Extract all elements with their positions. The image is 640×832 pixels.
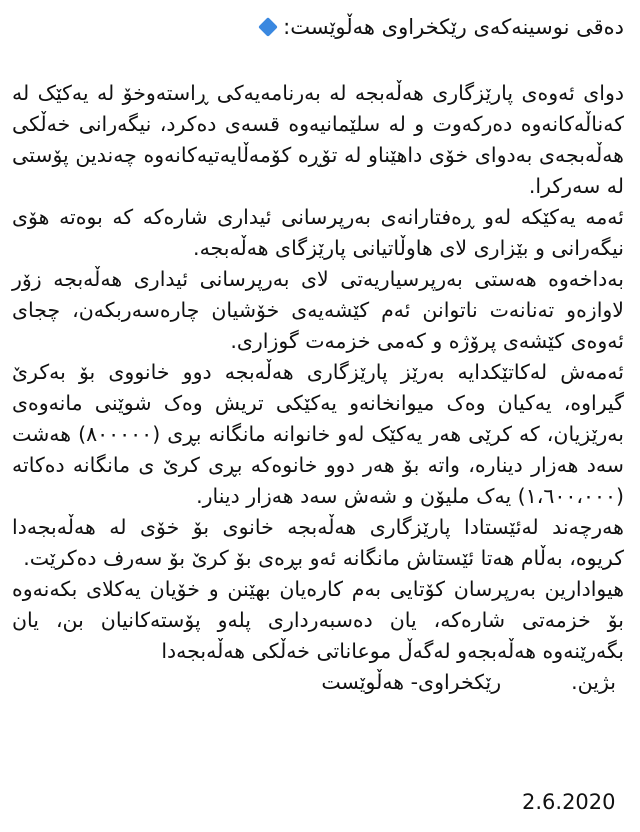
paragraph-3: بەداخەوە هەستی بەرپرسیاریەتی لای بەرپرسانی ئیداری هەڵەبجە زۆر لاوازەو تەنانەت ناتوانن ئەم کێشەیەی خۆشیان چارەسەربکەن، چجای ئەوەی کێشەی پرۆژە و کەمی خزمەت گوزاری. — [12, 267, 624, 353]
paragraph-4: ئەمەش لەکاتێکدایە بەرێز پارێزگاری هەڵەبجە دوو خانووی بۆ بەکرێ گیراوە، یەکیان وەک میوانخانەو یەکێکی تریش وەک شوێنی مانەوەی بەرێزیان، کە کرێی هەر یەکێک لەو خانوانە مانگانە بڕی (٨٠٠٠٠٠) هەشت سەد هەزار دینارە، واتە بۆ هەر دوو خانوەکە بڕی کرێ ی مانگانە دەکاتە (١،٦٠٠،٠٠٠) یەک ملیۆن و شەش سەد هەزار دینار. — [12, 360, 625, 508]
title-text: دەقی نوسینەکەی رێکخراوی هەڵوێست: — [283, 15, 624, 39]
signature-line — [12, 667, 624, 698]
signature: رێکخراوی- هەڵوێست — [321, 670, 502, 694]
paragraph-2: ئەمە یەکێکە لەو ڕەفتارانەی بەرپرسانی ئیداری شارەکە کە بوەتە هۆی نیگەرانی و بێزاری لای هاوڵاتیانی پارێزگای هەڵەبجە. — [12, 205, 624, 260]
document-body — [12, 78, 624, 698]
paragraph-5: هەرچەند لەئێستادا پارێزگاری هەڵەبجە خانوی بۆ خۆی لە هەڵەبجەدا کریوە، بەڵام هەتا ئێستاش مانگانە ئەو بڕەی بۆ کرێ بۆ سەرف دەکرێت. — [12, 515, 624, 570]
paragraph-1: دوای ئەوەی پارێزگاری هەڵەبجە لە بەرنامەیەکی ڕاستەوخۆ لە یەکێک لە کەناڵەکانەوە دەرکەوت و لە سلێمانیەوە قسەی دەکرد، نیگەرانی خەڵکی هەڵەبجەی بەدوای خۆی داهێناو لە تۆڕە کۆمەڵایەتیەکانەوە چەندین پۆستی لە سەرکرا. — [12, 81, 624, 198]
document-title — [255, 10, 624, 44]
closing-paragraph: هیوادارین بەرپرسان کۆتایی بەم کارەیان بهێنن و خۆیان یەکلای بکەنەوە بۆ خزمەتی شارەکە، یان دەسبەرداری پلەو پۆستەکانیان بن، یان بگەرێنەوە هەڵەبجەو لەگەڵ موعاناتی خەڵکی هەڵەبجەدا — [12, 577, 624, 663]
diamond-icon — [258, 17, 278, 37]
document-date: 2.6.2020 — [522, 790, 616, 814]
closing-last-word: بژین. — [571, 670, 616, 694]
